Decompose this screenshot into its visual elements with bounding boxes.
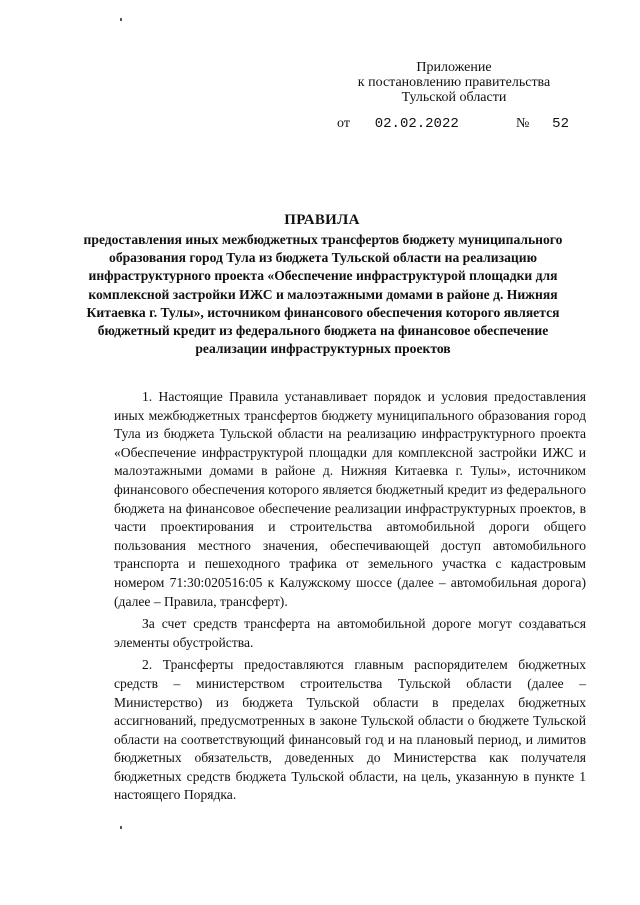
decree-date: 02.02.2022 (374, 116, 459, 132)
number-prefix: № (516, 116, 530, 131)
approval-line: Приложение (416, 60, 492, 75)
document-title: ПРАВИЛА (284, 212, 360, 228)
decree-number: 52 (552, 116, 569, 132)
paragraph: За счет средств трансферта на автомобильной дороге могут создаваться элементы обустройства. (114, 616, 586, 650)
date-prefix: от (337, 116, 350, 131)
scan-mark (120, 18, 122, 21)
approval-line: к постановлению правительства (357, 75, 551, 90)
scan-mark (120, 826, 122, 829)
decree-date-row (337, 116, 459, 132)
document-subtitle: предоставления иных межбюджетных трансфертов бюджету муниципального образования город Тула из бюджета Тульской области на реализацию инфраструктурного проекта «Обеспечение инфраструктурой площадки для комплексной застройки ИЖС и малоэтажными домами в районе д. Нижняя Китаевка г. Тулы», источником финансового обеспечения которого является бюджетный кредит из федерального бюджета на финансовое обеспечение реализации инфраструктурных проектов (83, 232, 563, 357)
decree-number-row (516, 116, 569, 132)
approval-line: Тульской области (401, 90, 507, 105)
document-body (114, 388, 586, 809)
approval-block (344, 60, 564, 105)
paragraph: 1. Настоящие Правила устанавливает порядок и условия предоставления иных межбюджетных трансфертов бюджету муниципального образования город Тула из бюджета Тульской области на реализацию инфраструктурного проекта «Обеспечение инфраструктурой площадки для комплексной застройки ИЖС и малоэтажными домами в районе д. Нижняя Китаевка г. Тулы», источником финансового обеспечения которого является бюджетный кредит из федерального бюджета на финансовое обеспечение реализации инфраструктурных проектов, в части проектирования и строительства автомобильной дороги общего пользования местного значения, обеспечивающей доступ автомобильного транспорта и пешеходного трафика от земельного участка с кадастровым номером 71:30:020516:05 к Калужскому шоссе (далее – автомобильная дорога) (далее – Правила, трансферт). (114, 389, 586, 609)
paragraph: 2. Трансферты предоставляются главным распорядителем бюджетных средств – министерством строительства Тульской области (далее – Министерство) из бюджета Тульской области в пределах бюджетных ассигнований, предусмотренных в законе Тульской области о бюджете Тульской области на соответствующий финансовый год и на плановый период, и лимитов бюджетных обязательств, доведенных до Министерства как получателя бюджетных средств бюджета Тульской области, на цель, указанную в пункте 1 настоящего Порядка. (114, 657, 586, 803)
